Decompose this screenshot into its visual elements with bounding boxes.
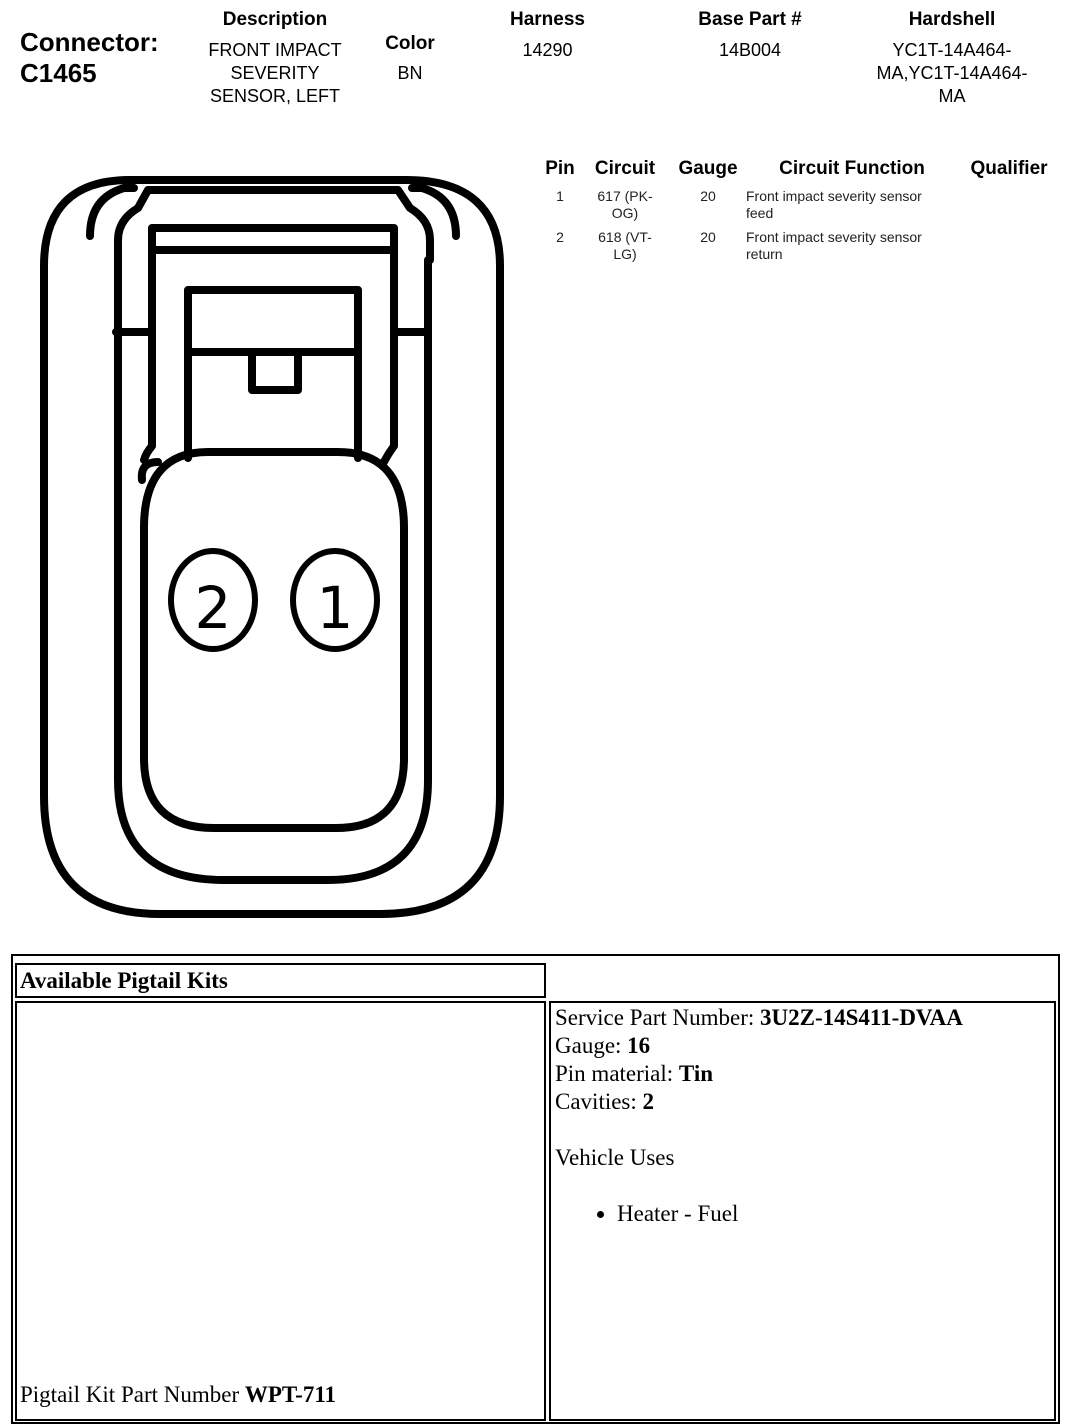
base-part-header: Base Part # <box>698 9 802 30</box>
function-line: return <box>746 246 783 262</box>
pin-block <box>144 452 404 828</box>
hardshell-line: YC1T-14A464- <box>892 40 1012 60</box>
function-line: feed <box>746 205 774 221</box>
description-line: FRONT IMPACT <box>208 40 342 60</box>
pin-row-2-pin: 2 <box>556 229 564 245</box>
pin-col-header: Pin <box>545 158 575 179</box>
description-header: Description <box>222 9 328 30</box>
qualifier-col-header: Qualifier <box>970 158 1048 179</box>
gauge-line <box>555 1032 1050 1060</box>
connector-face-diagram <box>38 168 508 926</box>
color-value: BN <box>397 63 423 83</box>
harness-value: 14290 <box>522 40 573 60</box>
kit-part-label: Pigtail Kit Part Number <box>20 1382 245 1407</box>
gauge-col-header: Gauge <box>678 158 738 179</box>
connector-label <box>20 27 159 89</box>
vehicle-uses-list <box>555 1200 1050 1228</box>
cavity-1-label: 1 <box>316 574 354 642</box>
circuit-line: 618 (VT- <box>598 229 652 245</box>
description-value <box>180 39 370 108</box>
pin-row-1-circuit <box>585 188 665 222</box>
connector-label-title: Connector: <box>20 27 159 57</box>
pigtail-kit-part <box>20 1381 336 1409</box>
circuit-col-header: Circuit <box>594 158 656 179</box>
base-part-value: 14B004 <box>718 40 782 60</box>
circuit-line: OG) <box>611 205 639 221</box>
vehicle-uses-label: Vehicle Uses <box>555 1145 675 1170</box>
cavity-2-label: 2 <box>194 574 232 642</box>
description-line: SEVERITY <box>230 63 320 83</box>
cavities-value: 2 <box>642 1089 655 1114</box>
pin-row-2-function <box>746 229 958 263</box>
lock-notch <box>252 352 298 390</box>
lock-tab <box>188 290 358 458</box>
pigtail-left-cell <box>15 1001 546 1421</box>
hardshell-value <box>852 39 1052 108</box>
pin-row-1-pin: 1 <box>556 188 564 204</box>
circuit-function-col-header: Circuit Function <box>779 158 925 179</box>
color-header: Color <box>385 33 435 54</box>
pin-row-2-circuit <box>585 229 665 263</box>
latch-bar <box>116 228 428 332</box>
pin-material-value: Tin <box>678 1061 714 1086</box>
circuit-line: 617 (PK- <box>597 188 653 204</box>
connector-id: C1465 <box>20 58 97 88</box>
harness-header: Harness <box>510 9 585 30</box>
pin-row-1-function <box>746 188 958 222</box>
service-part-label: Service Part Number: <box>555 1005 761 1030</box>
cavities-label: Cavities: <box>555 1089 643 1114</box>
circuit-line: LG) <box>613 246 637 262</box>
kit-part-value: WPT-711 <box>244 1382 337 1407</box>
gauge-label: Gauge: <box>555 1033 628 1058</box>
hardshell-line: MA,YC1T-14A464- <box>876 63 1028 83</box>
pigtail-details-cell <box>549 1001 1056 1421</box>
pin-row-2-gauge: 20 <box>700 229 716 245</box>
pin-material-label: Pin material: <box>555 1061 679 1086</box>
pigtail-title: Available Pigtail Kits <box>20 968 228 993</box>
vehicle-use-item: • Heater - Fuel <box>617 1200 1050 1228</box>
function-line: Front impact severity sensor <box>746 229 922 245</box>
gauge-value: 16 <box>627 1033 651 1058</box>
cavities-line <box>555 1088 1050 1116</box>
pin-material-line <box>555 1060 1050 1088</box>
latch-arm-left <box>144 332 152 460</box>
pin-row-1-gauge: 20 <box>700 188 716 204</box>
service-part-line <box>555 1004 1050 1032</box>
description-line: SENSOR, LEFT <box>209 86 341 106</box>
service-part-value: 3U2Z-14S411-DVAA <box>760 1005 963 1030</box>
function-line: Front impact severity sensor <box>746 188 922 204</box>
hardshell-header: Hardshell <box>908 9 996 30</box>
pigtail-title-cell <box>15 963 546 998</box>
latch-arm-right <box>384 332 394 462</box>
hardshell-line: MA <box>938 86 966 106</box>
